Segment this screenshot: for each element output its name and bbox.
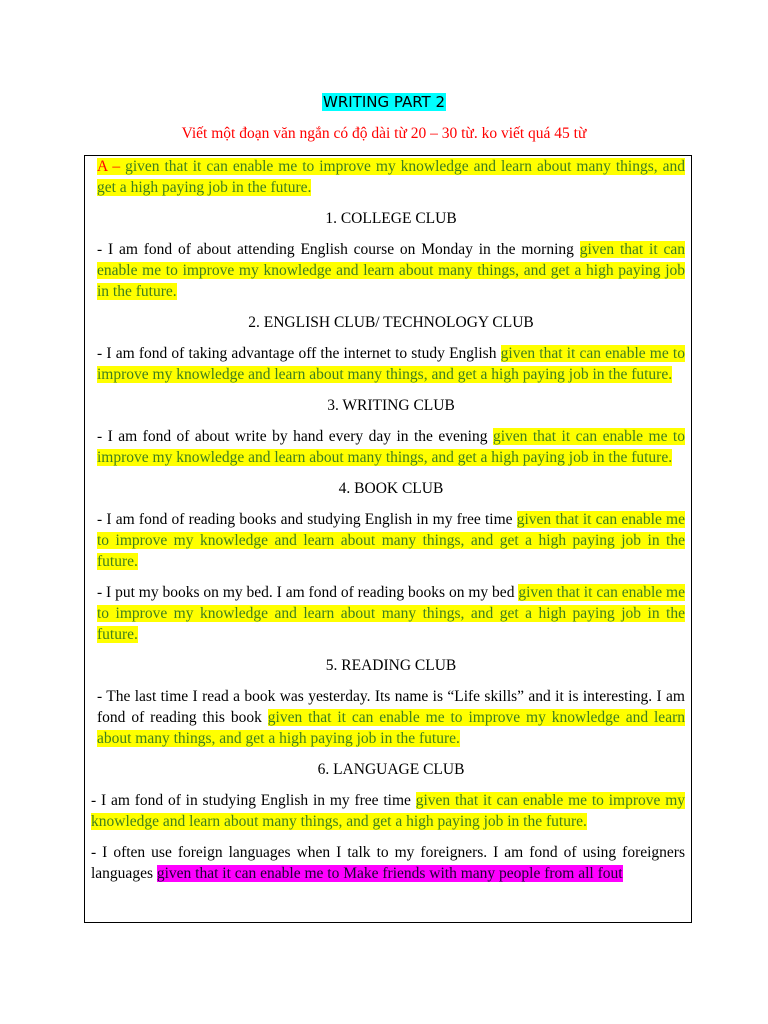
intro-highlight: given that it can enable me to improve my knowledge and learn about many things, and get a high paying job in the future. <box>97 158 685 196</box>
section-heading-reading-club: 5. READING CLUB <box>325 657 457 674</box>
book-club-text-2: - I put my books on my bed. I am fond of reading books on my bed <box>97 584 519 601</box>
section-heading-english-club: 2. ENGLISH CLUB/ TECHNOLOGY CLUB <box>248 314 534 331</box>
intro-prefix: A – <box>97 158 126 175</box>
reading-club-highlight: given that it can enable me to improve my knowledge and learn about many things, and get a high paying job in the future. <box>97 709 685 747</box>
writing-club-paragraph <box>97 426 685 468</box>
book-club-highlight-1: given that it can enable me to improve my knowledge and learn about many things, and get a high paying job in the future. <box>97 511 685 570</box>
section-heading-language-club: 6. LANGUAGE CLUB <box>317 761 465 778</box>
english-club-paragraph <box>97 343 685 385</box>
language-club-paragraph-1 <box>91 790 685 832</box>
book-club-paragraph-2 <box>97 582 685 645</box>
language-club-text-1: - I am fond of in studying English in my free time <box>91 792 416 809</box>
content-box <box>84 155 692 923</box>
writing-club-text: - I am fond of about write by hand every day in the evening <box>97 428 493 445</box>
book-club-highlight-2: given that it can enable me to improve my knowledge and learn about many things, and get a high paying job in the future. <box>97 584 685 643</box>
college-club-highlight: given that it can enable me to improve my knowledge and learn about many things, and get a high paying job in the future. <box>97 241 685 300</box>
reading-club-text: - The last time I read a book was yesterday. Its name is “Life skills” and it is interesting. I am fond of reading this book <box>97 688 685 726</box>
language-club-pink-highlight: given that it can enable me to Make friends with many people from all fout <box>156 865 623 882</box>
section-heading-book-club: 4. BOOK CLUB <box>338 480 444 497</box>
document-title <box>0 92 768 112</box>
document-subtitle: Viết một đoạn văn ngắn có độ dài từ 20 – 30 từ. ko viết quá 45 từ <box>181 125 587 142</box>
language-club-text-2: - I often use foreign languages when I talk to my foreigners. I am fond of using foreigners languages <box>91 844 685 882</box>
college-club-paragraph <box>97 239 685 302</box>
language-club-paragraph-2 <box>91 842 685 884</box>
content-body <box>91 156 685 884</box>
reading-club-paragraph <box>97 686 685 749</box>
english-club-highlight: given that it can enable me to improve my knowledge and learn about many things, and get a high paying job in the future. <box>97 345 685 383</box>
writing-club-highlight: given that it can enable me to improve my knowledge and learn about many things, and get a high paying job in the future. <box>97 428 685 466</box>
section-heading-writing-club: 3. WRITING CLUB <box>327 397 455 414</box>
book-club-paragraph-1 <box>97 509 685 572</box>
book-club-text-1: - I am fond of reading books and studying English in my free time <box>97 511 517 528</box>
english-club-text: - I am fond of taking advantage off the internet to study English <box>97 345 501 362</box>
language-club-highlight-1: given that it can enable me to improve my knowledge and learn about many things, and get a high paying job in the future. <box>91 792 685 830</box>
document-title-text: WRITING PART 2 <box>322 93 446 111</box>
section-heading-college-club: 1. COLLEGE CLUB <box>325 210 457 227</box>
college-club-text: - I am fond of about attending English course on Monday in the morning <box>97 241 580 258</box>
intro-paragraph <box>97 156 685 198</box>
